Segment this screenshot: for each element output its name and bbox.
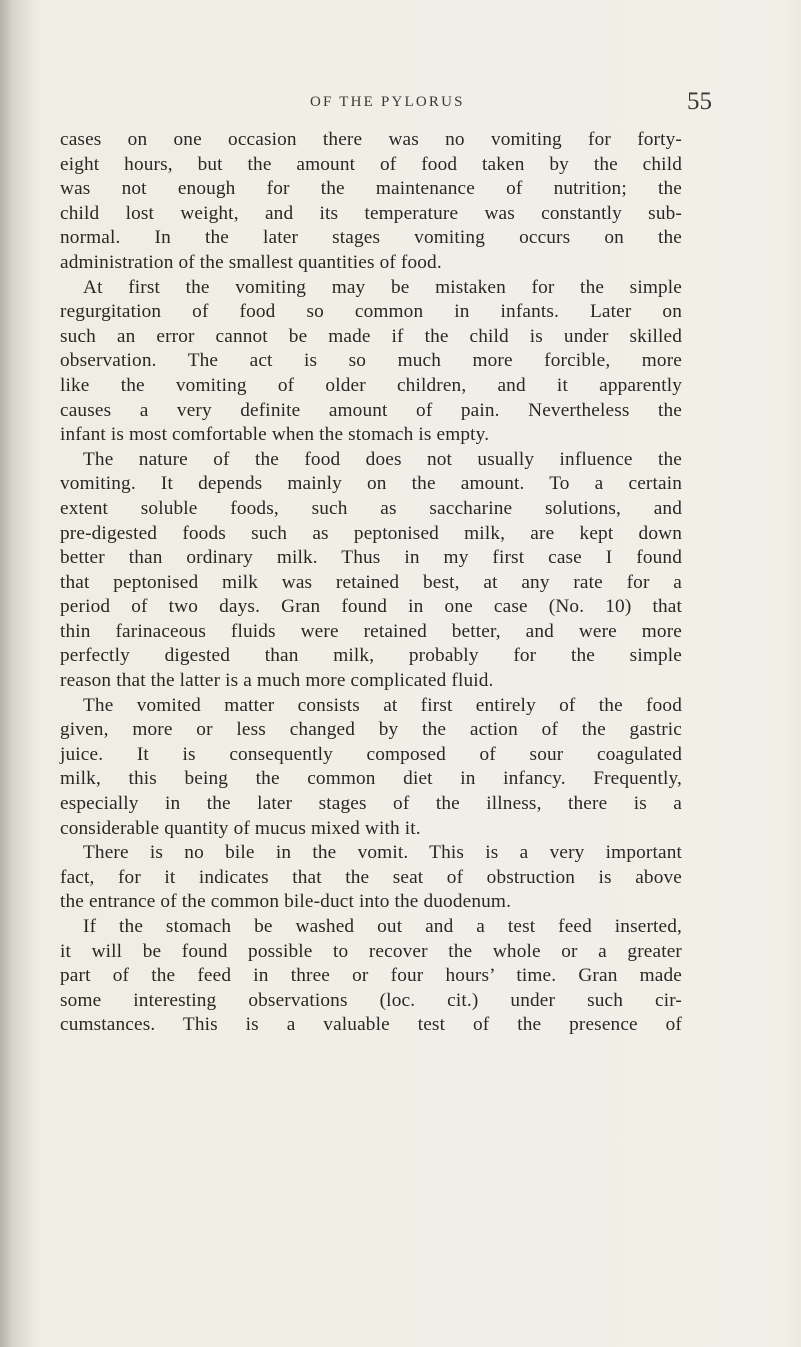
text-line: At first the vomiting may be mistaken for the simple: [83, 276, 682, 298]
text-line: was not enough for the maintenance of nutrition; the: [60, 178, 682, 200]
text-line: child lost weight, and its temperature was constantly sub-: [60, 202, 682, 224]
text-line: regurgitation of food so common in infants. Later on: [60, 301, 682, 323]
text-line: perfectly digested than milk, probably for the simple: [60, 645, 682, 667]
text-line: cases on one occasion there was no vomiting for forty-: [60, 129, 682, 150]
running-head: [40, 88, 740, 120]
text-line: milk, this being the common diet in infancy. Frequently,: [60, 768, 682, 790]
text-line: like the vomiting of older children, and it apparently: [60, 374, 682, 396]
text-line: eight hours, but the amount of food taken by the child: [60, 153, 682, 175]
text-line: normal. In the later stages vomiting occurs on the: [60, 227, 682, 249]
running-title: OF THE PYLORUS: [310, 94, 465, 110]
text-line: fact, for it indicates that the seat of obstruction is above: [60, 866, 682, 888]
text-line: extent soluble foods, such as saccharine solutions, and: [60, 497, 682, 519]
body-text: [60, 128, 682, 1038]
text-line: observation. The act is so much more forcible, more: [60, 350, 682, 372]
text-line: the entrance of the common bile-duct into the duodenum.: [60, 891, 512, 913]
text-line: juice. It is consequently composed of sour coagulated: [60, 743, 682, 765]
text-line: vomiting. It depends mainly on the amount. To a certain: [60, 473, 682, 495]
text-line: better than ordinary milk. Thus in my first case I found: [60, 547, 682, 569]
text-line: given, more or less changed by the action of the gastric: [60, 719, 682, 741]
text-line: causes a very definite amount of pain. Nevertheless the: [60, 399, 682, 421]
text-line: such an error cannot be made if the child is under skilled: [60, 325, 682, 347]
text-line: thin farinaceous fluids were retained better, and were more: [60, 620, 682, 642]
text-line: cumstances. This is a valuable test of the presence of: [60, 1014, 682, 1036]
text-line: especially in the later stages of the illness, there is a: [60, 793, 682, 815]
text-line: There is no bile in the vomit. This is a very important: [83, 842, 682, 864]
binding-shadow: [0, 0, 34, 1347]
text-line: period of two days. Gran found in one case (No. 10) that: [60, 596, 682, 618]
text-line: The vomited matter consists at first entirely of the food: [83, 694, 682, 716]
text-line: If the stomach be washed out and a test feed inserted,: [83, 916, 682, 937]
text-line: it will be found possible to recover the whole or a greater: [60, 940, 682, 962]
text-line: infant is most comfortable when the stomach is empty.: [60, 424, 490, 446]
text-line: some interesting observations (loc. cit.) under such cir-: [60, 989, 682, 1011]
text-line: administration of the smallest quantities of food.: [60, 251, 442, 273]
text-line: reason that the latter is a much more complicated fluid.: [60, 670, 494, 692]
text-line: part of the feed in three or four hours’ time. Gran made: [60, 965, 682, 987]
text-line: pre-digested foods such as peptonised milk, are kept down: [60, 522, 682, 544]
page-number: 55: [687, 88, 712, 115]
text-line: that peptonised milk was retained best, at any rate for a: [60, 571, 682, 593]
text-line: The nature of the food does not usually influence the: [83, 448, 682, 470]
text-line: considerable quantity of mucus mixed with it.: [60, 817, 421, 839]
